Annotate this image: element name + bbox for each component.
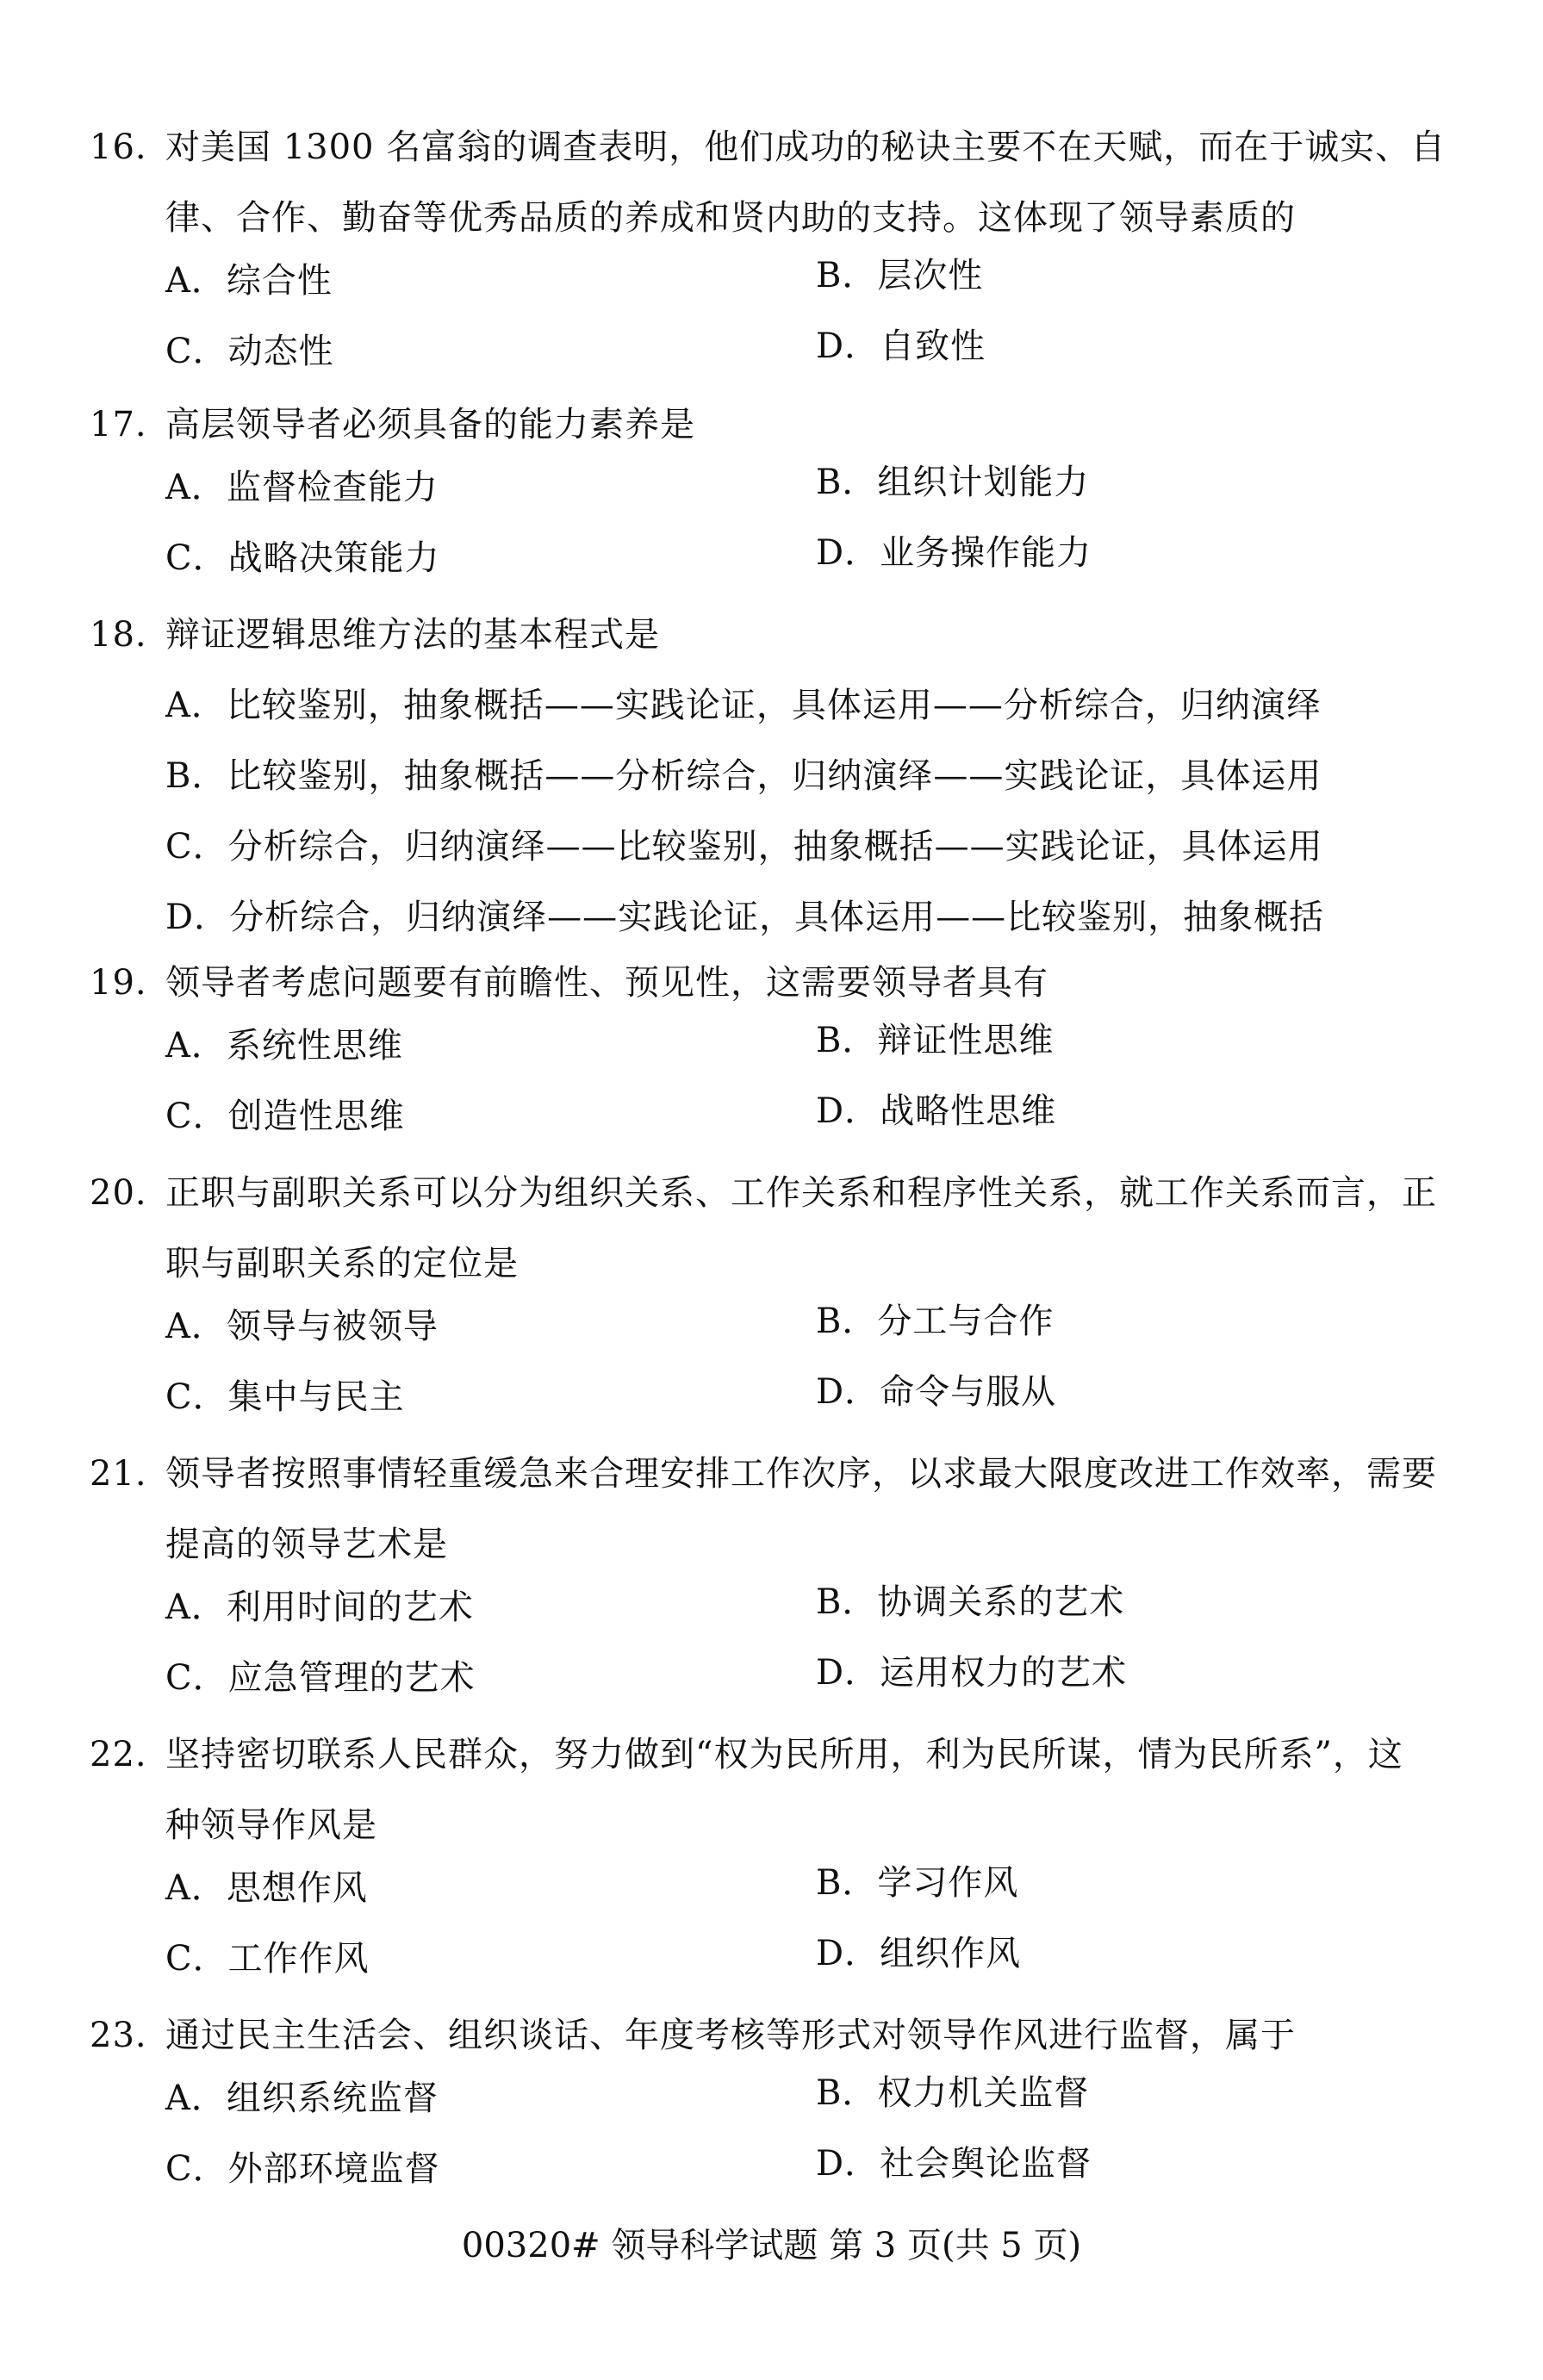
question-stem-cont: 种领导作风是 [165, 1805, 377, 1845]
question-number: 19. [90, 963, 147, 1003]
question-number: 20. [90, 1173, 147, 1213]
question-18 [90, 600, 1468, 953]
option-a: A．组织系统监督 [165, 2079, 439, 2118]
option-a: A．领导与被领导 [165, 1307, 439, 1346]
options [90, 1018, 1468, 1159]
options [90, 253, 1468, 395]
option-d: D．组织作风 [816, 1934, 1022, 1973]
question-stem: 高层领导者必须具备的能力素养是 [165, 405, 695, 444]
question-17 [90, 389, 1468, 601]
option-b: B．权力机关监督 [816, 2073, 1090, 2113]
option-c: C．创造性思维 [165, 1097, 405, 1136]
option-b: B．层次性 [816, 256, 984, 295]
option-b: B．组织计划能力 [816, 463, 1090, 502]
question-20 [90, 1158, 1468, 1440]
option-c: C．动态性 [165, 332, 334, 371]
option-b: B．分工与合作 [816, 1302, 1055, 1341]
question-stem-cont: 提高的领导艺术是 [165, 1525, 448, 1564]
option-a: A．思想作风 [165, 1868, 368, 1908]
option-d: D．运用权力的艺术 [816, 1653, 1128, 1693]
option-d: D．命令与服从 [816, 1372, 1057, 1412]
option-c: C．战略决策能力 [165, 538, 440, 578]
option-d: D．分析综合，归纳演绎——实践论证，具体运用——比较鉴别，抽象概括 [165, 898, 1325, 937]
options [90, 1580, 1468, 1721]
options [90, 1299, 1468, 1440]
question-19 [90, 948, 1468, 1159]
question-stem: 领导者考虑问题要有前瞻性、预见性，这需要领导者具有 [165, 963, 1048, 1003]
option-a: A．利用时间的艺术 [165, 1588, 474, 1627]
question-number: 23. [90, 2016, 147, 2055]
question-stem: 对美国 1300 名富翁的调查表明，他们成功的秘诀主要不在天赋，而在于诚实、自 [165, 127, 1447, 167]
option-a: A．比较鉴别，抽象概括——实践论证，具体运用——分析综合，归纳演绎 [165, 686, 1322, 725]
question-23 [90, 2000, 1468, 2212]
option-d: D．社会舆论监督 [816, 2144, 1092, 2184]
question-number: 22. [90, 1735, 147, 1774]
option-b: B．学习作风 [816, 1863, 1019, 1903]
option-a: A．综合性 [165, 261, 333, 301]
page-footer: 00320# 领导科学试题 第 3 页(共 5 页) [461, 2226, 1082, 2265]
question-stem: 坚持密切联系人民群众，努力做到“权为民所用，利为民所谋，情为民所系”，这 [165, 1735, 1403, 1774]
option-d: D．业务操作能力 [816, 533, 1092, 573]
option-c: C．分析综合，归纳演绎——比较鉴别，抽象概括——实践论证，具体运用 [165, 827, 1323, 867]
option-c: C．工作作风 [165, 1939, 370, 1979]
option-d: D．自致性 [816, 326, 986, 366]
question-21 [90, 1439, 1468, 1721]
option-c: C．应急管理的艺术 [165, 1658, 476, 1698]
options [90, 2071, 1468, 2212]
option-c: C．集中与民主 [165, 1377, 405, 1417]
option-d: D．战略性思维 [816, 1091, 1057, 1131]
question-number: 16. [90, 127, 147, 167]
option-c: C．外部环境监督 [165, 2149, 440, 2189]
question-16 [90, 112, 1468, 395]
question-number: 18. [90, 615, 147, 655]
question-number: 21. [90, 1454, 147, 1494]
option-b: B．辩证性思维 [816, 1021, 1055, 1060]
option-a: A．监督检查能力 [165, 468, 439, 507]
question-stem: 辩证逻辑思维方法的基本程式是 [165, 615, 660, 655]
question-stem: 领导者按照事情轻重缓急来合理安排工作次序，以求最大限度改进工作效率，需要 [165, 1454, 1437, 1494]
options [90, 1861, 1468, 2002]
options [90, 460, 1468, 601]
question-stem: 正职与副职关系可以分为组织关系、工作关系和程序性关系，就工作关系而言，正 [165, 1173, 1437, 1213]
question-stem-cont: 律、合作、勤奋等优秀品质的养成和贤内助的支持。这体现了领导素质的 [165, 198, 1296, 238]
question-stem-cont: 职与副职关系的定位是 [165, 1244, 519, 1283]
question-stem: 通过民主生活会、组织谈话、年度考核等形式对领导作风进行监督，属于 [165, 2016, 1296, 2055]
question-number: 17. [90, 405, 147, 444]
question-22 [90, 1719, 1468, 2002]
option-b: B．比较鉴别，抽象概括——分析综合，归纳演绎——实践论证，具体运用 [165, 756, 1322, 796]
option-b: B．协调关系的艺术 [816, 1582, 1125, 1622]
option-a: A．系统性思维 [165, 1026, 403, 1066]
